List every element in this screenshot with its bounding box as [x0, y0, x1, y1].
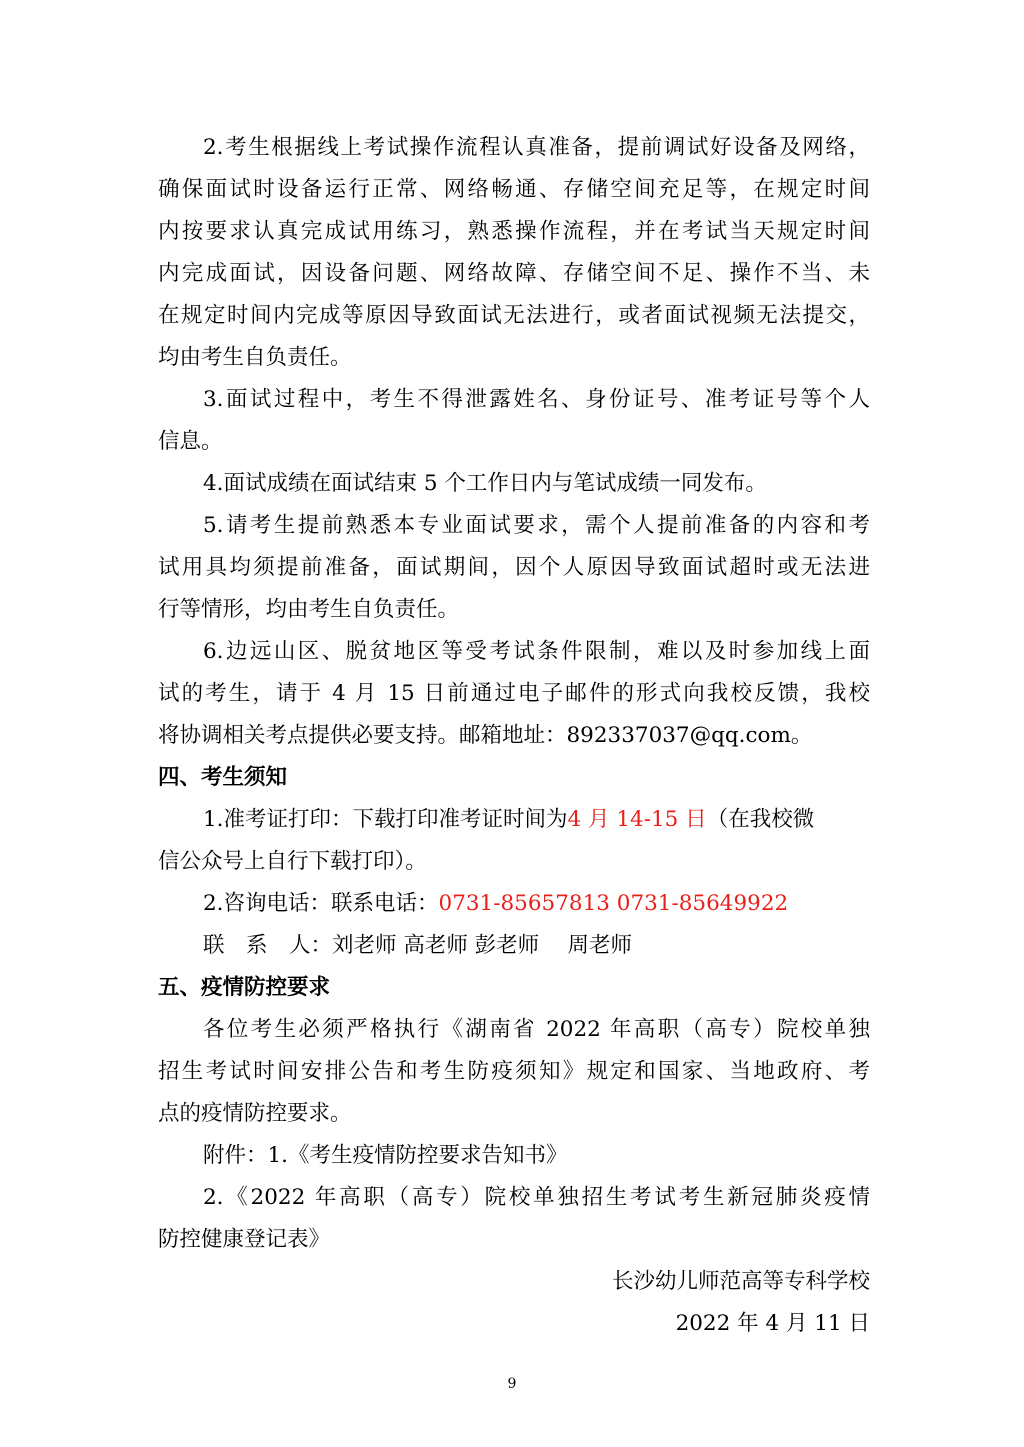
paragraph-3-line-2: 信息。 [158, 429, 223, 454]
signature-date: 2022 年 4 月 11 日 [675, 1311, 870, 1336]
consult-phone-line [203, 883, 870, 925]
paragraph-2-line-2: 确保面试时设备运行正常、网络畅通、存储空间充足等，在规定时间 [158, 177, 870, 202]
paragraph-6-line-3: 将协调相关考点提供必要支持。邮箱地址：892337037@qq.com。 [158, 723, 813, 748]
admission-ticket-text: 1.准考证打印：下载打印准考证时间为 [203, 807, 568, 832]
page-number: 9 [507, 1376, 517, 1392]
epidemic-paragraph-line-3: 点的疫情防控要求。 [158, 1101, 352, 1126]
paragraph-6-line-2: 试的考生，请于 4 月 15 日前通过电子邮件的形式向我校反馈，我校 [158, 681, 870, 706]
paragraph-5-line-3: 行等情形，均由考生自负责任。 [158, 597, 460, 622]
paragraph-2-line-3: 内按要求认真完成试用练习，熟悉操作流程，并在考试当天规定时间 [158, 219, 870, 244]
section-heading-4: 四、考生须知 [158, 765, 288, 790]
epidemic-paragraph-line-1: 各位考生必须严格执行《湖南省 2022 年高职（高专）院校单独 [203, 1017, 870, 1042]
paragraph-4: 4.面试成绩在面试结束 5 个工作日内与笔试成绩一同发布。 [203, 471, 767, 496]
admission-ticket-date: 4 月 14-15 日 [567, 807, 707, 832]
consult-phone-label: 2.咨询电话：联系电话： [203, 891, 439, 916]
paragraph-5-line-1: 5.请考生提前熟悉本专业面试要求，需个人提前准备的内容和考 [203, 513, 870, 538]
admission-ticket-line-2: 信公众号上自行下载打印）。 [158, 849, 427, 874]
signature-school: 长沙幼儿师范高等专科学校 [611, 1269, 870, 1294]
attachment-2-line-2: 防控健康登记表》 [158, 1227, 331, 1252]
paragraph-6-line-1: 6.边远山区、脱贫地区等受考试条件限制，难以及时参加线上面 [203, 639, 870, 664]
paragraph-2-line-1: 2.考生根据线上考试操作流程认真准备，提前调试好设备及网络， [203, 135, 870, 160]
paragraph-2-line-6: 均由考生自负责任。 [158, 345, 352, 370]
paragraph-3-line-1: 3.面试过程中，考生不得泄露姓名、身份证号、准考证号等个人 [203, 387, 870, 412]
paragraph-2-line-5: 在规定时间内完成等原因导致面试无法进行，或者面试视频无法提交， [158, 303, 870, 328]
paragraph-2-line-4: 内完成面试，因设备问题、网络故障、存储空间不足、操作不当、未 [158, 261, 870, 286]
contact-persons: 联 系 人：刘老师 高老师 彭老师 周老师 [203, 933, 633, 958]
attachment-2-line-1: 2.《2022 年高职（高专）院校单独招生考试考生新冠肺炎疫情 [203, 1185, 870, 1210]
attachment-1: 附件：1.《考生疫情防控要求告知书》 [203, 1143, 568, 1168]
paragraph-5-line-2: 试用具均须提前准备，面试期间，因个人原因导致面试超时或无法进 [158, 555, 870, 580]
epidemic-paragraph-line-2: 招生考试时间安排公告和考生防疫须知》规定和国家、当地政府、考 [158, 1059, 870, 1084]
section-heading-5: 五、疫情防控要求 [158, 975, 331, 1000]
admission-ticket-line-1 [203, 799, 870, 841]
consult-phone-numbers: 0731-85657813 0731-85649922 [438, 891, 789, 916]
admission-ticket-text-end: （在我校微 [706, 807, 815, 832]
